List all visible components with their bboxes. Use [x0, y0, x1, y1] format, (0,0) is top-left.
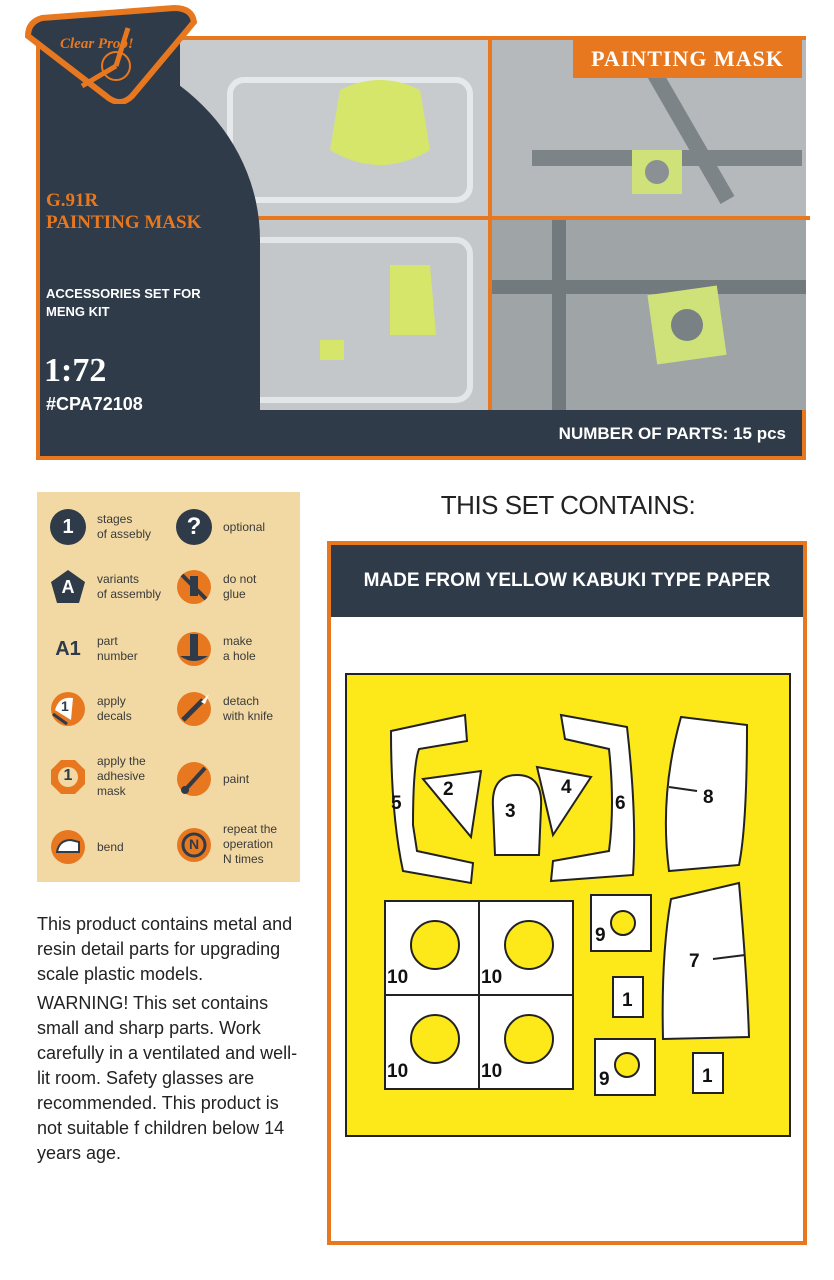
product-code: #CPA72108 — [46, 394, 143, 414]
scale-label: 1:72 — [44, 352, 107, 389]
mask-sheet — [345, 673, 791, 1137]
logo-text: Clear Prop! — [60, 36, 134, 52]
bend-icon — [49, 828, 87, 866]
legend-label: apply the — [97, 754, 146, 768]
knife-icon — [175, 690, 213, 728]
legend-item-part-number — [49, 630, 177, 668]
legend-label: apply — [97, 694, 126, 708]
no-glue-icon — [175, 568, 213, 606]
legend-label: do not — [223, 572, 257, 586]
mask-label-10a: 10 — [387, 967, 409, 988]
mask-label-10c: 10 — [387, 1061, 409, 1082]
mask-icon — [49, 758, 87, 796]
painting-mask-tag: PAINTING MASK — [573, 40, 802, 78]
legend-label: repeat the — [223, 822, 278, 836]
legend-label: a hole — [223, 649, 256, 663]
legend-item-paint — [175, 760, 303, 798]
photo-divider-horizontal — [180, 216, 810, 220]
legend-item-optional — [175, 508, 303, 546]
product-name-line1: G.91R — [46, 190, 99, 211]
legend-item-repeat — [175, 822, 303, 867]
question-circle-icon: ? — [176, 509, 212, 545]
legend-item-knife — [175, 690, 303, 728]
mask-part-3 — [493, 775, 541, 855]
brand-logo — [24, 4, 200, 104]
legend-item-no-glue — [175, 568, 303, 606]
parts-count: NUMBER OF PARTS: 15 pcs — [558, 424, 786, 443]
mask-label-4: 4 — [561, 777, 572, 798]
legend-label: stages — [97, 512, 133, 526]
legend-label: variants — [97, 572, 140, 586]
mask-label-10b: 10 — [481, 967, 503, 988]
legend-label: of assembly — [97, 587, 162, 601]
mask-number: 1 — [63, 766, 73, 784]
contents-box — [327, 541, 807, 1245]
legend-label: detach — [223, 694, 260, 708]
contents-title: THIS SET CONTAINS: — [440, 490, 696, 520]
mask-label-3: 3 — [505, 801, 516, 822]
legend-item-decals — [49, 690, 177, 728]
mask-layout — [347, 675, 789, 1135]
material-bar: MADE FROM YELLOW KABUKI TYPE PAPER — [331, 545, 803, 617]
legend-label: glue — [223, 587, 246, 601]
propeller-icon — [24, 4, 200, 104]
legend-label: with knife — [223, 709, 274, 723]
mask-label-1b: 1 — [702, 1066, 713, 1087]
product-name-line2: PAINTING MASK — [46, 212, 202, 233]
mask-part-7 — [663, 883, 749, 1039]
subtitle-line2: MENG KIT — [46, 304, 110, 319]
number-circle-icon: 1 — [50, 509, 86, 545]
legend-item-make-hole — [175, 630, 303, 668]
warning-paragraph: WARNING! This set contains small and sharp parts. Work carefully in a ventilated and well-lit room. Safety glasses are recommended. This product is not suitable f children below 14 years age. — [37, 993, 298, 1163]
mask-label-10d: 10 — [481, 1061, 503, 1082]
legend-label: decals — [97, 709, 132, 723]
legend-item-variants — [49, 568, 177, 606]
decal-icon — [49, 690, 87, 728]
mask-label-8: 8 — [703, 787, 714, 808]
paint-brush-icon — [175, 760, 213, 798]
mask-label-5: 5 — [391, 793, 402, 814]
legend-label: part — [97, 634, 118, 648]
drill-icon — [175, 630, 213, 668]
legend-label: operation — [223, 837, 274, 851]
description-paragraph: This product contains metal and resin detail parts for upgrading scale plastic models. — [37, 914, 293, 984]
mask-label-9b: 9 — [599, 1069, 610, 1090]
mask-label-1a: 1 — [622, 990, 633, 1011]
legend-label: adhesive — [97, 769, 146, 783]
pentagon-letter-icon — [49, 568, 87, 606]
repeat-letter: N — [188, 835, 200, 852]
legend-label: number — [97, 649, 138, 663]
product-description — [37, 912, 307, 1170]
mask-label-9a: 9 — [595, 925, 606, 946]
pentagon-letter: A — [61, 577, 75, 597]
legend-item-mask — [49, 754, 177, 799]
symbols-legend — [37, 492, 300, 882]
legend-label: of assebly — [97, 527, 152, 541]
legend-item-bend — [49, 828, 177, 866]
legend-label: paint — [223, 771, 250, 786]
legend-label: bend — [97, 839, 124, 854]
mask-label-2: 2 — [443, 779, 454, 800]
photo-divider-vertical — [488, 40, 492, 410]
decal-number: 1 — [61, 698, 69, 714]
legend-item-stages — [49, 508, 177, 546]
mask-label-6: 6 — [615, 793, 626, 814]
legend-label: optional — [223, 519, 266, 534]
legend-label: make — [223, 634, 253, 648]
part-number-icon: A1 — [55, 637, 81, 660]
legend-label: mask — [97, 784, 126, 798]
photo-sprue-bottom — [492, 220, 806, 410]
subtitle-line1: ACCESSORIES SET FOR — [46, 286, 201, 301]
mask-label-7: 7 — [689, 951, 700, 972]
repeat-icon — [175, 826, 213, 864]
legend-label: N times — [223, 852, 264, 866]
